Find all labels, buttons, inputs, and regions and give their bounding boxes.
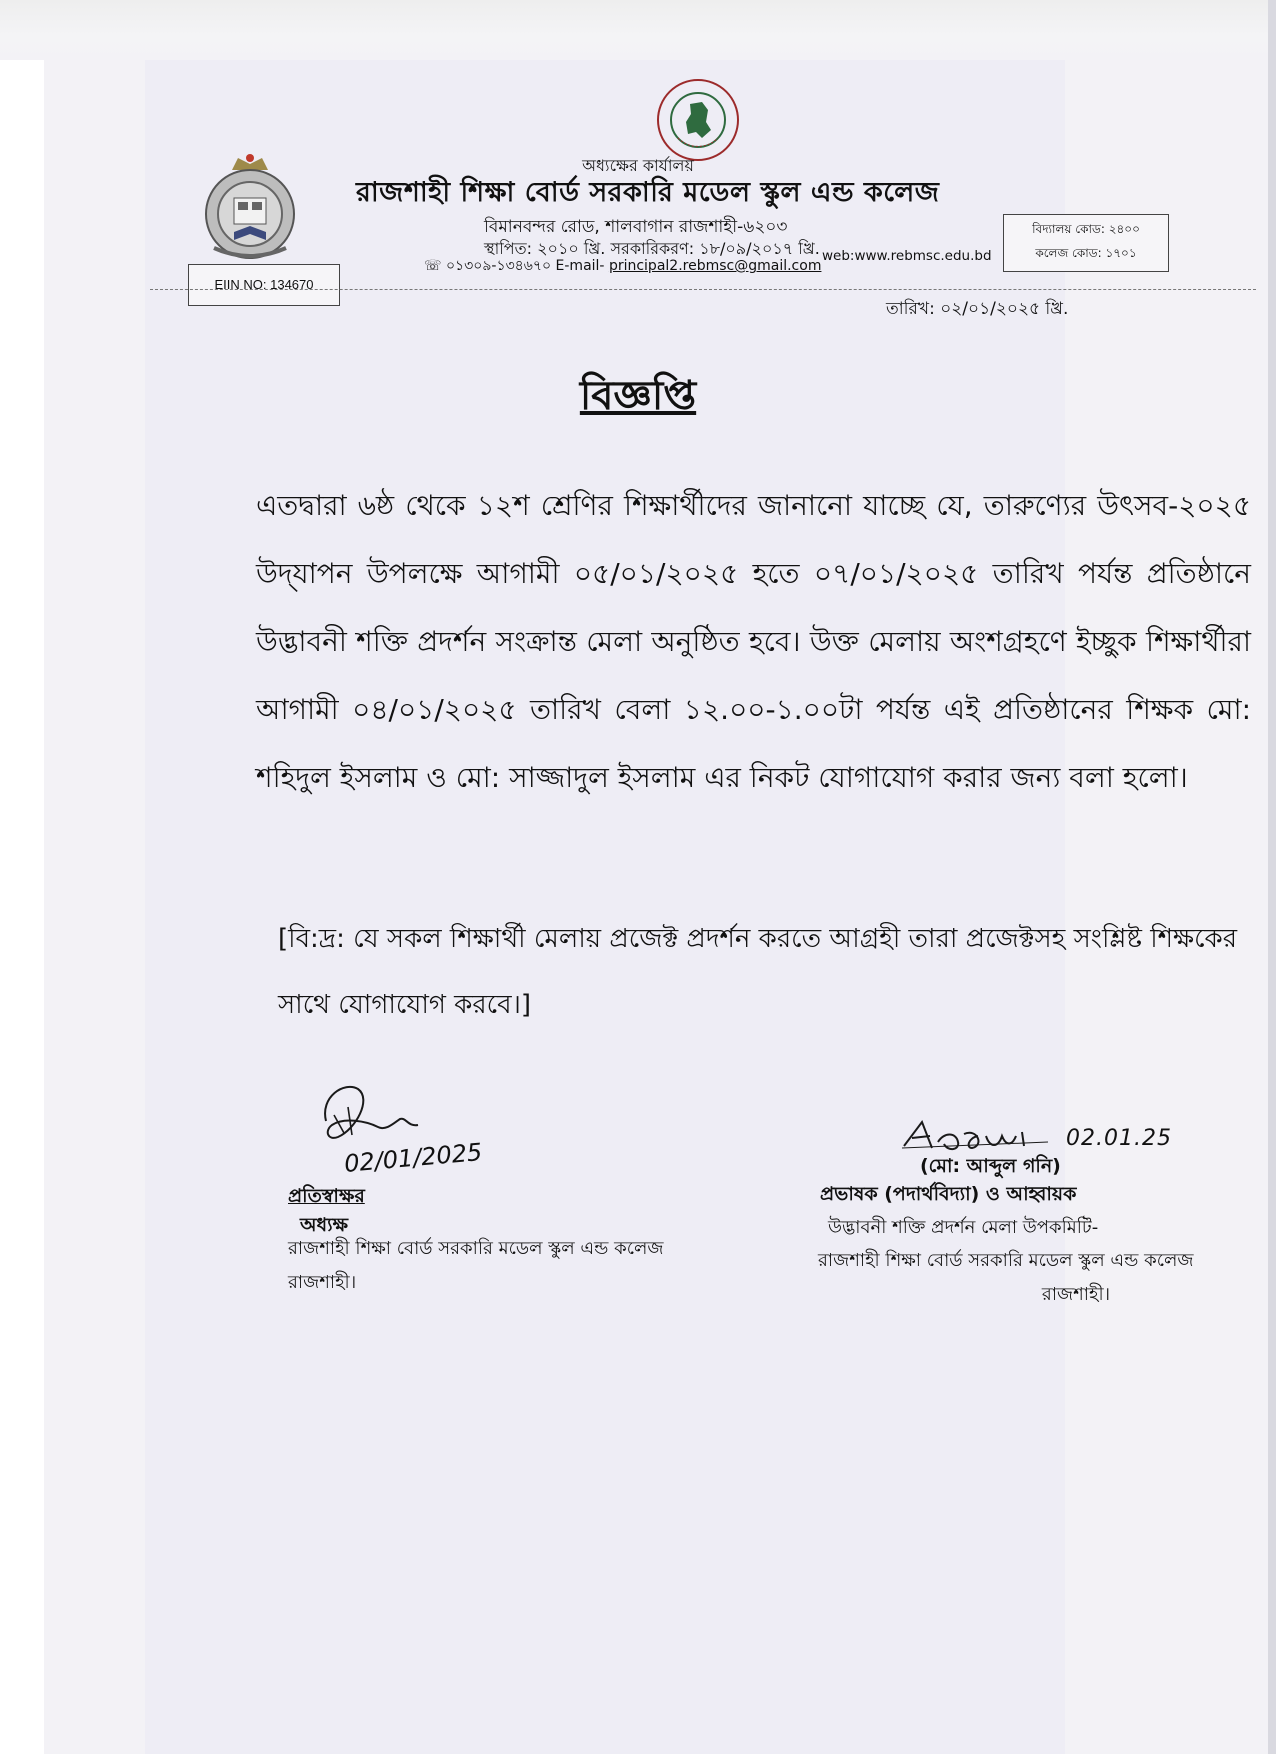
website-link[interactable]: web:www.rebmsc.edu.bd [822, 248, 992, 264]
school-code: বিদ্যালয় কোড: ২৪০০ [1032, 222, 1140, 236]
eiin-box: EIIN NO: 134670 [188, 264, 340, 306]
scan-top-edge [0, 0, 1276, 60]
contact-line [424, 254, 821, 278]
header-divider [150, 289, 1256, 290]
institution-name: রাজশাহী শিক্ষা বোর্ড সরকারি মডেল স্কুল এন্ড কলেজ [356, 177, 940, 208]
institution-address: বিমানবন্দর রোড, শালবাগান রাজশাহী-৬২০৩ [484, 217, 788, 237]
email-link[interactable]: principal2.rebmsc@gmail.com [608, 258, 822, 274]
countersign-label: প্রতিস্বাক্ষর [288, 1185, 365, 1207]
principal-institution: রাজশাহী শিক্ষা বোর্ড সরকারি মডেল স্কুল এন্ড কলেজ [288, 1238, 664, 1259]
convener-title: প্রভাষক (পদার্থবিদ্যা) ও আহ্বায়ক [820, 1183, 1077, 1205]
government-seal-icon [656, 78, 740, 162]
principal-role: অধ্যক্ষ [300, 1214, 349, 1236]
establishment-info: স্থাপিত: ২০১০ খ্রি. সরকারিকরণ: ১৮/০৯/২০১৭ খ্রি. [484, 239, 820, 258]
convener-institution: রাজশাহী শিক্ষা বোর্ড সরকারি মডেল স্কুল এন্ড কলেজ [818, 1250, 1194, 1271]
convener-city: রাজশাহী। [1041, 1284, 1111, 1305]
document-date: তারিখ: ০২/০১/২০২৫ খ্রি. [886, 299, 1069, 319]
notice-body: এতদ্বারা ৬ষ্ঠ থেকে ১২শ শ্রেণির শিক্ষার্থীদের জানানো যাচ্ছে যে, তারুণ্যের উৎসব-২০২৫ উদ্‌যাপন উপলক্ষে আগামী ০৫/০১/২০২৫ হতে ০৭/০১/২০২৫ তারিখ পর্যন্ত প্রতিষ্ঠানে উদ্ভাবনী শক্তি প্রদর্শন সংক্রান্ত মেলা অনুষ্ঠিত হবে। উক্ত মেলায় অংশগ্রহণে ইচ্ছুক শিক্ষার্থীরা আগামী ০৪/০১/২০২৫ তারিখ বেলা ১২.০০-১.০০টা পর্যন্ত এই প্রতিষ্ঠানের শিক্ষক মো: শহিদুল ইসলাম ও মো: সাজ্জাদুল ইসলাম এর নিকট যোগাযোগ করার জন্য বলা হলো। [256, 489, 1251, 794]
institution-code-box [1003, 214, 1169, 272]
convener-committee: উদ্ভাবনী শক্তি প্রদর্শন মেলা উপকমিটি- [828, 1217, 1099, 1238]
convener-name: (মো: আব্দুল গনি) [920, 1155, 1061, 1177]
principal-signature-date: 02/01/2025 [343, 1138, 484, 1178]
scan-right-edge [1268, 0, 1276, 1754]
email-label: E-mail- [555, 258, 605, 274]
college-code: কলেজ কোড: ১৭০১ [1035, 246, 1137, 260]
phone-number: ☏ ০১৩০৯-১৩৪৬৭০ [424, 258, 552, 274]
notice-footnote: [বি:দ্র: যে সকল শিক্ষার্থী মেলায় প্রজেক্ট প্রদর্শন করতে আগ্রহী তারা প্রজেক্টসহ সংশ্লিষ্ট শিক্ষকের সাথে যোগাযোগ করবে।] [278, 924, 1238, 1020]
scan-margin [0, 0, 44, 1754]
principal-city: রাজশাহী। [288, 1272, 357, 1293]
convener-signature-date: 02.01.25 [1066, 1126, 1172, 1151]
notice-title: বিজ্ঞপ্তি [579, 373, 697, 419]
office-label: অধ্যক্ষের কার্যালয় [582, 156, 694, 175]
